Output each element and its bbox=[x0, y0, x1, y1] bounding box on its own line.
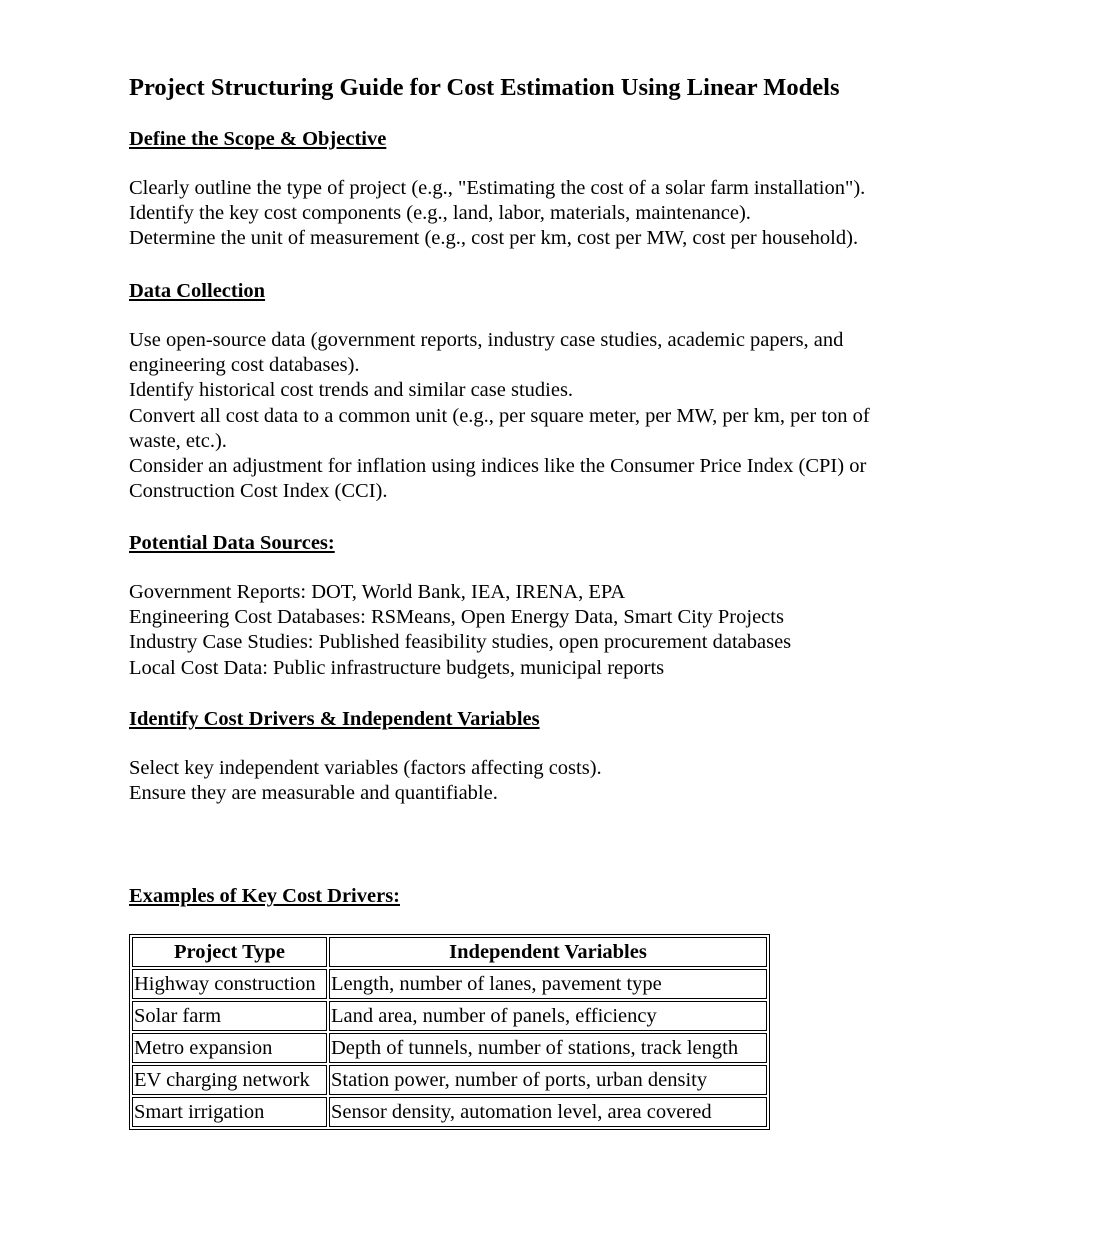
column-header-project-type: Project Type bbox=[132, 937, 327, 967]
data-source-item: Industry Case Studies: Published feasibility studies, open procurement databases bbox=[129, 631, 792, 654]
cost-drivers-line: Select key independent variables (factors affecting costs). bbox=[129, 757, 602, 779]
data-sources-list bbox=[129, 580, 791, 681]
section-heading-cost-drivers: Identify Cost Drivers & Independent Variables bbox=[129, 708, 540, 730]
data-source-item: Local Cost Data: Public infrastructure budgets, municipal reports bbox=[129, 656, 665, 679]
section-heading-data-collection: Data Collection bbox=[129, 280, 266, 302]
column-header-independent-variables: Independent Variables bbox=[329, 937, 767, 967]
cost-drivers-paragraph bbox=[129, 756, 602, 806]
scope-line: Determine the unit of measurement (e.g., cost per km, cost per MW, cost per household). bbox=[129, 227, 859, 250]
independent-variables-cell: Length, number of lanes, pavement type bbox=[329, 969, 767, 999]
scope-line: Identify the key cost components (e.g., land, labor, materials, maintenance). bbox=[129, 202, 751, 225]
data-collection-paragraph bbox=[129, 328, 870, 504]
scope-paragraph bbox=[129, 176, 865, 252]
table-row bbox=[132, 969, 767, 999]
data-collection-line: Identify historical cost trends and similar case studies. bbox=[129, 379, 574, 402]
table-header-row bbox=[132, 937, 767, 967]
project-type-cell: Highway construction bbox=[132, 969, 327, 999]
table-row bbox=[132, 1097, 767, 1127]
cost-drivers-line: Ensure they are measurable and quantifiable. bbox=[129, 782, 498, 805]
independent-variables-cell: Sensor density, automation level, area covered bbox=[329, 1097, 767, 1127]
independent-variables-cell: Land area, number of panels, efficiency bbox=[329, 1001, 767, 1031]
independent-variables-cell: Station power, number of ports, urban density bbox=[329, 1065, 767, 1095]
project-type-cell: Smart irrigation bbox=[132, 1097, 327, 1127]
cost-drivers-table bbox=[129, 934, 770, 1130]
section-heading-examples: Examples of Key Cost Drivers: bbox=[129, 885, 401, 907]
table-row bbox=[132, 1001, 767, 1031]
data-collection-line: Consider an adjustment for inflation using indices like the Consumer Price Index (CPI) or bbox=[129, 455, 867, 478]
data-collection-line: waste, etc.). bbox=[129, 429, 227, 452]
data-source-item: Engineering Cost Databases: RSMeans, Open Energy Data, Smart City Projects bbox=[129, 606, 784, 629]
table-row bbox=[132, 1033, 767, 1063]
project-type-cell: Metro expansion bbox=[132, 1033, 327, 1063]
data-collection-line: Construction Cost Index (CCI). bbox=[129, 480, 388, 503]
scope-line: Clearly outline the type of project (e.g., "Estimating the cost of a solar farm installation"). bbox=[129, 177, 866, 199]
section-heading-scope: Define the Scope & Objective bbox=[129, 128, 387, 150]
data-collection-line: Convert all cost data to a common unit (e.g., per square meter, per MW, per km, per ton of bbox=[129, 404, 870, 427]
project-type-cell: EV charging network bbox=[132, 1065, 327, 1095]
table-row bbox=[132, 1065, 767, 1095]
data-source-item: Government Reports: DOT, World Bank, IEA, IRENA, EPA bbox=[129, 581, 626, 603]
data-collection-line: Use open-source data (government reports, industry case studies, academic papers, and bbox=[129, 329, 844, 351]
document-title: Project Structuring Guide for Cost Estimation Using Linear Models bbox=[129, 74, 840, 101]
data-collection-line: engineering cost databases). bbox=[129, 354, 360, 377]
independent-variables-cell: Depth of tunnels, number of stations, track length bbox=[329, 1033, 767, 1063]
project-type-cell: Solar farm bbox=[132, 1001, 327, 1031]
section-heading-data-sources: Potential Data Sources: bbox=[129, 532, 335, 554]
